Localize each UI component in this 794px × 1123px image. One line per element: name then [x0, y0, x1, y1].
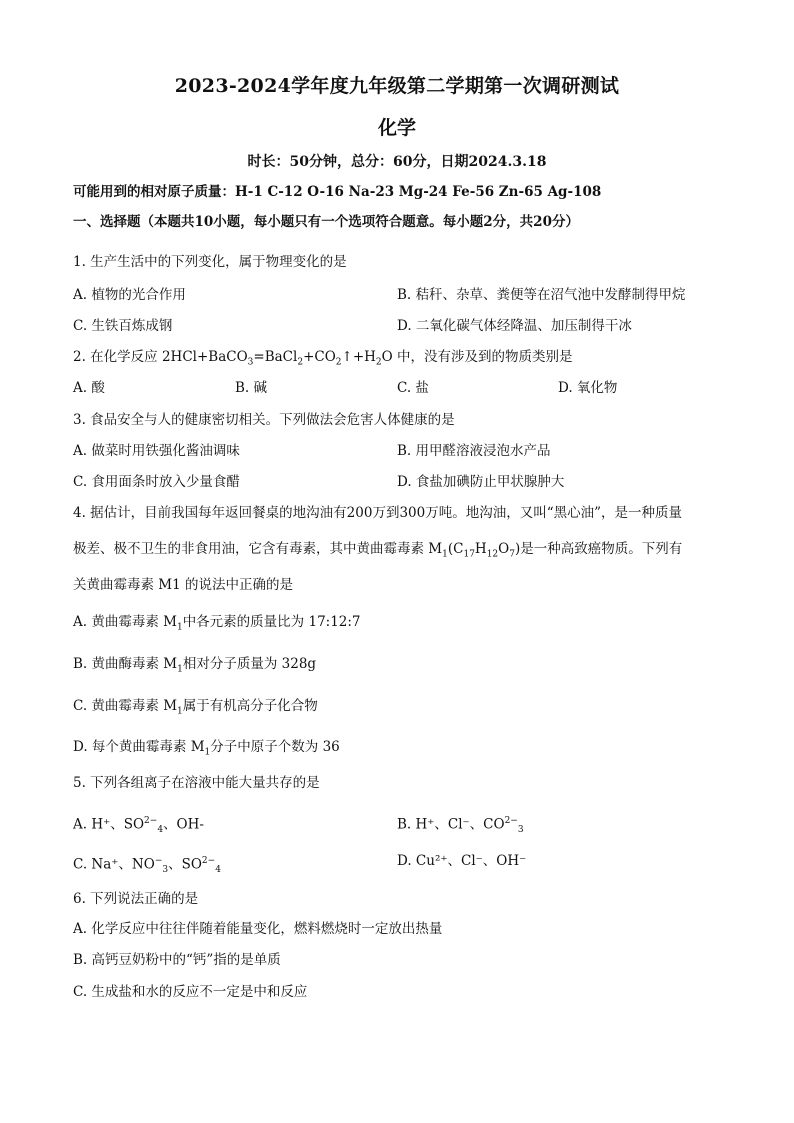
question-1-option-a: A. 植物的光合作用	[73, 287, 186, 303]
question-6-option-c: C. 生成盐和水的反应不一定是中和反应	[73, 984, 308, 1000]
question-5-option-b: B. H⁺、Cl⁻、$CO^{2-}_3$	[397, 816, 524, 836]
question-5-stem: 5. 下列各组离子在溶液中能大量共存的是	[73, 775, 320, 791]
question-2-option-a: A. 酸	[73, 380, 105, 396]
question-1-option-d: D. 二氧化碳气体经降温、加压制得干冰	[397, 318, 632, 334]
question-2-stem: 2. 在化学反应 $2HCl+BaCO_3=BaCl_2+CO_2↑+H_2O$ 中，没有涉及到的物质类别是	[73, 349, 573, 368]
question-1-option-c: C. 生铁百炼成钢	[73, 318, 173, 334]
question-2-option-b: B. 碱	[235, 380, 268, 396]
question-6-stem: 6. 下列说法正确的是	[73, 891, 199, 907]
question-3-option-c: C. 食用面条时放入少量食醋	[73, 474, 240, 490]
question-4-option-d: D. 每个黄曲霉毒素 $M_1$分子中原子个数为 36	[73, 739, 340, 758]
question-4-line-3: 关黄曲霉毒素 M1 的说法中正确的是	[73, 577, 293, 593]
question-6-option-a: A. 化学反应中往往伴随着能量变化，燃料燃烧时一定放出热量	[73, 921, 443, 937]
question-2-option-d: D. 氧化物	[558, 380, 618, 396]
question-4-option-c: C. 黄曲霉毒素 $M_1$属于有机高分子化合物	[73, 698, 318, 717]
question-5-option-d: D. Cu²⁺、Cl⁻、OH⁻	[397, 853, 527, 869]
section-heading: 一、选择题（本题共10小题，每小题只有一个选项符合题意。每小题2分，共20分）	[73, 214, 579, 230]
question-3-stem: 3. 食品安全与人的健康密切相关。下列做法会危害人体健康的是	[73, 412, 455, 428]
question-4-option-b: B. 黄曲酶毒素 $M_1$相对分子质量为 328g	[73, 656, 317, 675]
question-1-stem: 1. 生产生活中的下列变化，属于物理变化的是	[73, 254, 347, 270]
exam-title: 2023-2024学年度九年级第二学期第一次调研测试	[174, 75, 620, 97]
question-6-option-b: B. 高钙豆奶粉中的“钙”指的是单质	[73, 952, 281, 968]
question-1-option-b: B. 秸秆、杂草、粪便等在沼气池中发酵制得甲烷	[397, 287, 686, 303]
atomic-masses: 可能用到的相对原子质量：H-1 C-12 O-16 Na-23 Mg-24 Fe-56 Zn-65 Ag-108	[73, 184, 602, 200]
exam-info: 时长：50分钟，总分：60分，日期2024.3.18	[247, 154, 547, 170]
question-4-option-a: A. 黄曲霉毒素 $M_1$中各元素的质量比为 17:12:7	[73, 614, 361, 633]
question-4-line-2: 极差、极不卫生的非食用油，它含有毒素，其中黄曲霉毒素 $M_1(C_{17}H_{12}O_7)$是一种高致癌物质。下列有	[73, 541, 683, 560]
question-5-option-c: C. Na⁺、$NO^-_3$、$SO^{2-}_4$	[73, 856, 221, 876]
question-3-option-d: D. 食盐加碘防止甲状腺肿大	[397, 474, 565, 490]
question-5-option-a: A. H⁺、$SO^{2-}_4$、OH-	[73, 816, 204, 836]
question-3-option-b: B. 用甲醛溶液浸泡水产品	[397, 443, 551, 459]
subject-title: 化学	[377, 117, 416, 139]
question-3-option-a: A. 做菜时用铁强化酱油调味	[73, 443, 240, 459]
question-4-line-1: 4. 据估计，目前我国每年返回餐桌的地沟油有200万到300万吨。地沟油，又叫“黑心油”，是一种质量	[73, 505, 683, 521]
question-2-option-c: C. 盐	[397, 380, 429, 396]
